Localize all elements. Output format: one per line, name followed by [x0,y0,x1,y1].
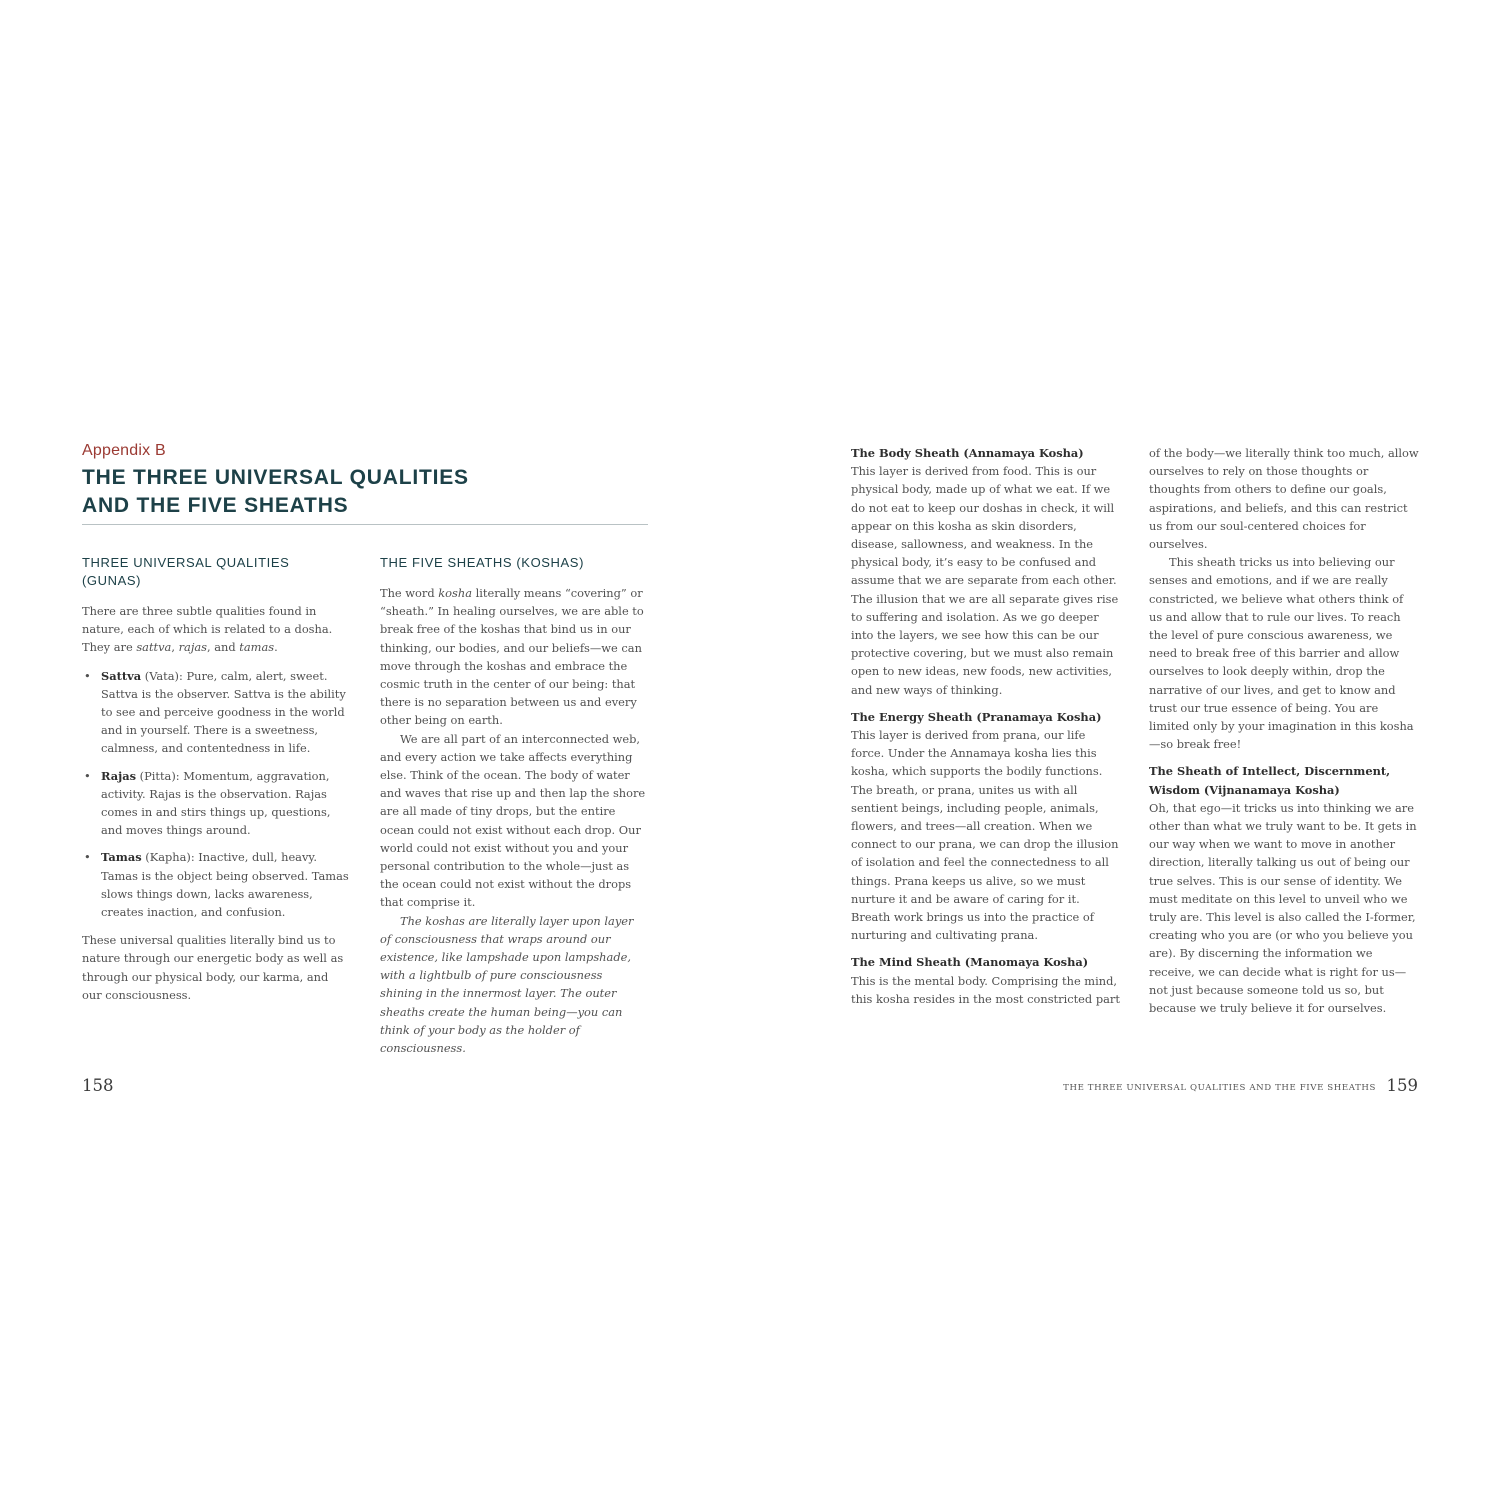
title-divider [82,524,648,525]
list-item-rajas: • Rajas (Pitta): Momentum, aggravation, activity. Rajas is the observation. Rajas comes in and stirs things up, questions, and moves things around. [84,768,331,838]
koshas-column [380,554,648,1057]
right-column-1 [851,444,1121,1008]
koshas-heading: THE FIVE SHEATHS (KOSHAS) [380,555,585,570]
list-item-sattva: • Sattva (Vata): Pure, calm, alert, sweet. Sattva is the observer. Sattva is the ability to see and perceive goodness in the world and in yourself. There is a sweetness, calmness, and contentedness in life. [84,668,346,756]
mind-sheath-paragraph-2: This sheath tricks us into believing our senses and emotions, and if we are really constricted, we believe what others think of us and allow that to rule our lives. To reach the level of pure conscious awareness, we need to break free of this barrier and allow ourselves to look deeply within, drop the narrative of our lives, and get to know and trust our true essence of being. You are limited only by your imagination in this kosha—so break free! [1149,555,1414,752]
chapter-title-line-2: AND THE FIVE SHEATHS [82,494,349,517]
intellect-sheath-text: Oh, that ego—it tricks us into thinking we are other than what we truly want to be. It gets in our way when we want to move in another direction, literally talking us out of being our true selves. This is our sense of identity. We must meditate on this level to unveil who we truly are. This level is also called the I-former, creating who you are (or who you believe you are). By discerning the information we receive, we can decide what is right for us—not just because someone told us so, but because we truly believe it for ourselves. [1149,800,1417,1016]
right-column-2 [1149,444,1419,1017]
gunas-closing: These universal qualities literally bind us to nature through our energetic body as well as through our physical body, our karma, and our consciousness. [82,933,344,1002]
koshas-paragraph-3: The koshas are literally layer upon layer of consciousness that wraps around our existence, like lampshade upon lampshade, with a lightbulb of pure consciousness shining in the innermost layer. The outer sheaths create the human being—you can think of your body as the holder of consciousness. [380,913,634,1056]
page-number-left: 158 [82,1076,114,1095]
page-number-right: 159 [1386,1076,1418,1095]
bullet-icon: • [84,768,91,783]
body-sheath-text: This layer is derived from food. This is our physical body, made up of what we eat. If we do not eat to keep our doshas in check, it will appear on this kosha as skin disorders, disease, sallowness, and weakness. In the physical body, it’s easy to be confused and assume that we are separate from each other. The illusion that we are all separate gives rise to suffering and isolation. As we go deeper into the layers, we see how this can be our protective covering, but we must also remain open to new ideas, new foods, new activities, and new ways of thinking. [851,464,1119,697]
appendix-label: Appendix B [82,442,166,459]
body-sheath-title: The Body Sheath (Annamaya Kosha) [851,446,1084,460]
mind-sheath-title: The Mind Sheath (Manomaya Kosha) [851,955,1089,970]
list-item-tamas: • Tamas (Kapha): Inactive, dull, heavy. Tamas is the object being observed. Tamas slows things down, lacks awareness, creates inaction, and confusion. [84,850,349,920]
chapter-title [82,464,642,520]
koshas-paragraph-2: We are all part of an interconnected web, and every action we take affects everything else. Think of the ocean. The body of water and waves that rise up and then lap the shore are all made of tiny drops, but the entire ocean could not exist without each drop. Our world could not exist without you and your personal contribution to the whole—just as the ocean could not exist without the drops that comprise it. [380,731,646,910]
koshas-paragraph-1: The word kosha literally means “covering” or “sheath.” In healing ourselves, we are able to break free of the koshas that bind us in our thinking, our bodies, and our beliefs—we can move through the koshas and embrace the cosmic truth in the center of our being: that there is no separation between us and every other being on earth. [380,586,644,728]
bullet-icon: • [84,668,91,683]
gunas-list [82,667,350,922]
intellect-sheath-title: The Sheath of Intellect, Discernment, Wisdom (Vijnanamaya Kosha) [1149,764,1391,797]
term-tamas: Tamas [101,850,142,865]
mind-sheath-continued: of the body—we literally think too much, allow ourselves to rely on those thoughts or thoughts from others to define our goals, aspirations, and beliefs, and this can restrict us from our soul-centered choices for ourselves. [1149,446,1419,552]
energy-sheath-title: The Energy Sheath (Pranamaya Kosha) [851,709,1102,724]
gunas-heading: THREE UNIVERSAL QUALITIES (GUNAS) [82,555,290,588]
mind-sheath-text: This is the mental body. Comprising the mind, this kosha resides in the most constricted part [851,973,1120,1006]
term-rajas: Rajas [101,768,137,783]
right-page [750,0,1500,1500]
bullet-icon: • [84,850,91,865]
chapter-title-line-1: THE THREE UNIVERSAL QUALITIES [82,466,469,489]
gunas-column [82,554,350,1004]
term-sattva: Sattva [101,668,142,683]
running-head: THE THREE UNIVERSAL QUALITIES AND THE FIVE SHEATHS [1063,1083,1376,1093]
gunas-intro: There are three subtle qualities found in nature, each of which is related to a dosha. They are sattva, rajas, and tamas. [82,604,333,655]
energy-sheath-text: This layer is derived from prana, our life force. Under the Annamaya kosha lies this kosha, which supports the bodily functions. The breath, or prana, unites us with all sentient beings, including people, animals, flowers, and trees—all creation. When we connect to our prana, we can drop the illusion of isolation and feel the connectedness to all things. Prana keeps us alive, so we must nurture it and be aware of caring for it. Breath work brings us into the practice of nurturing and cultivating prana. [851,728,1119,943]
